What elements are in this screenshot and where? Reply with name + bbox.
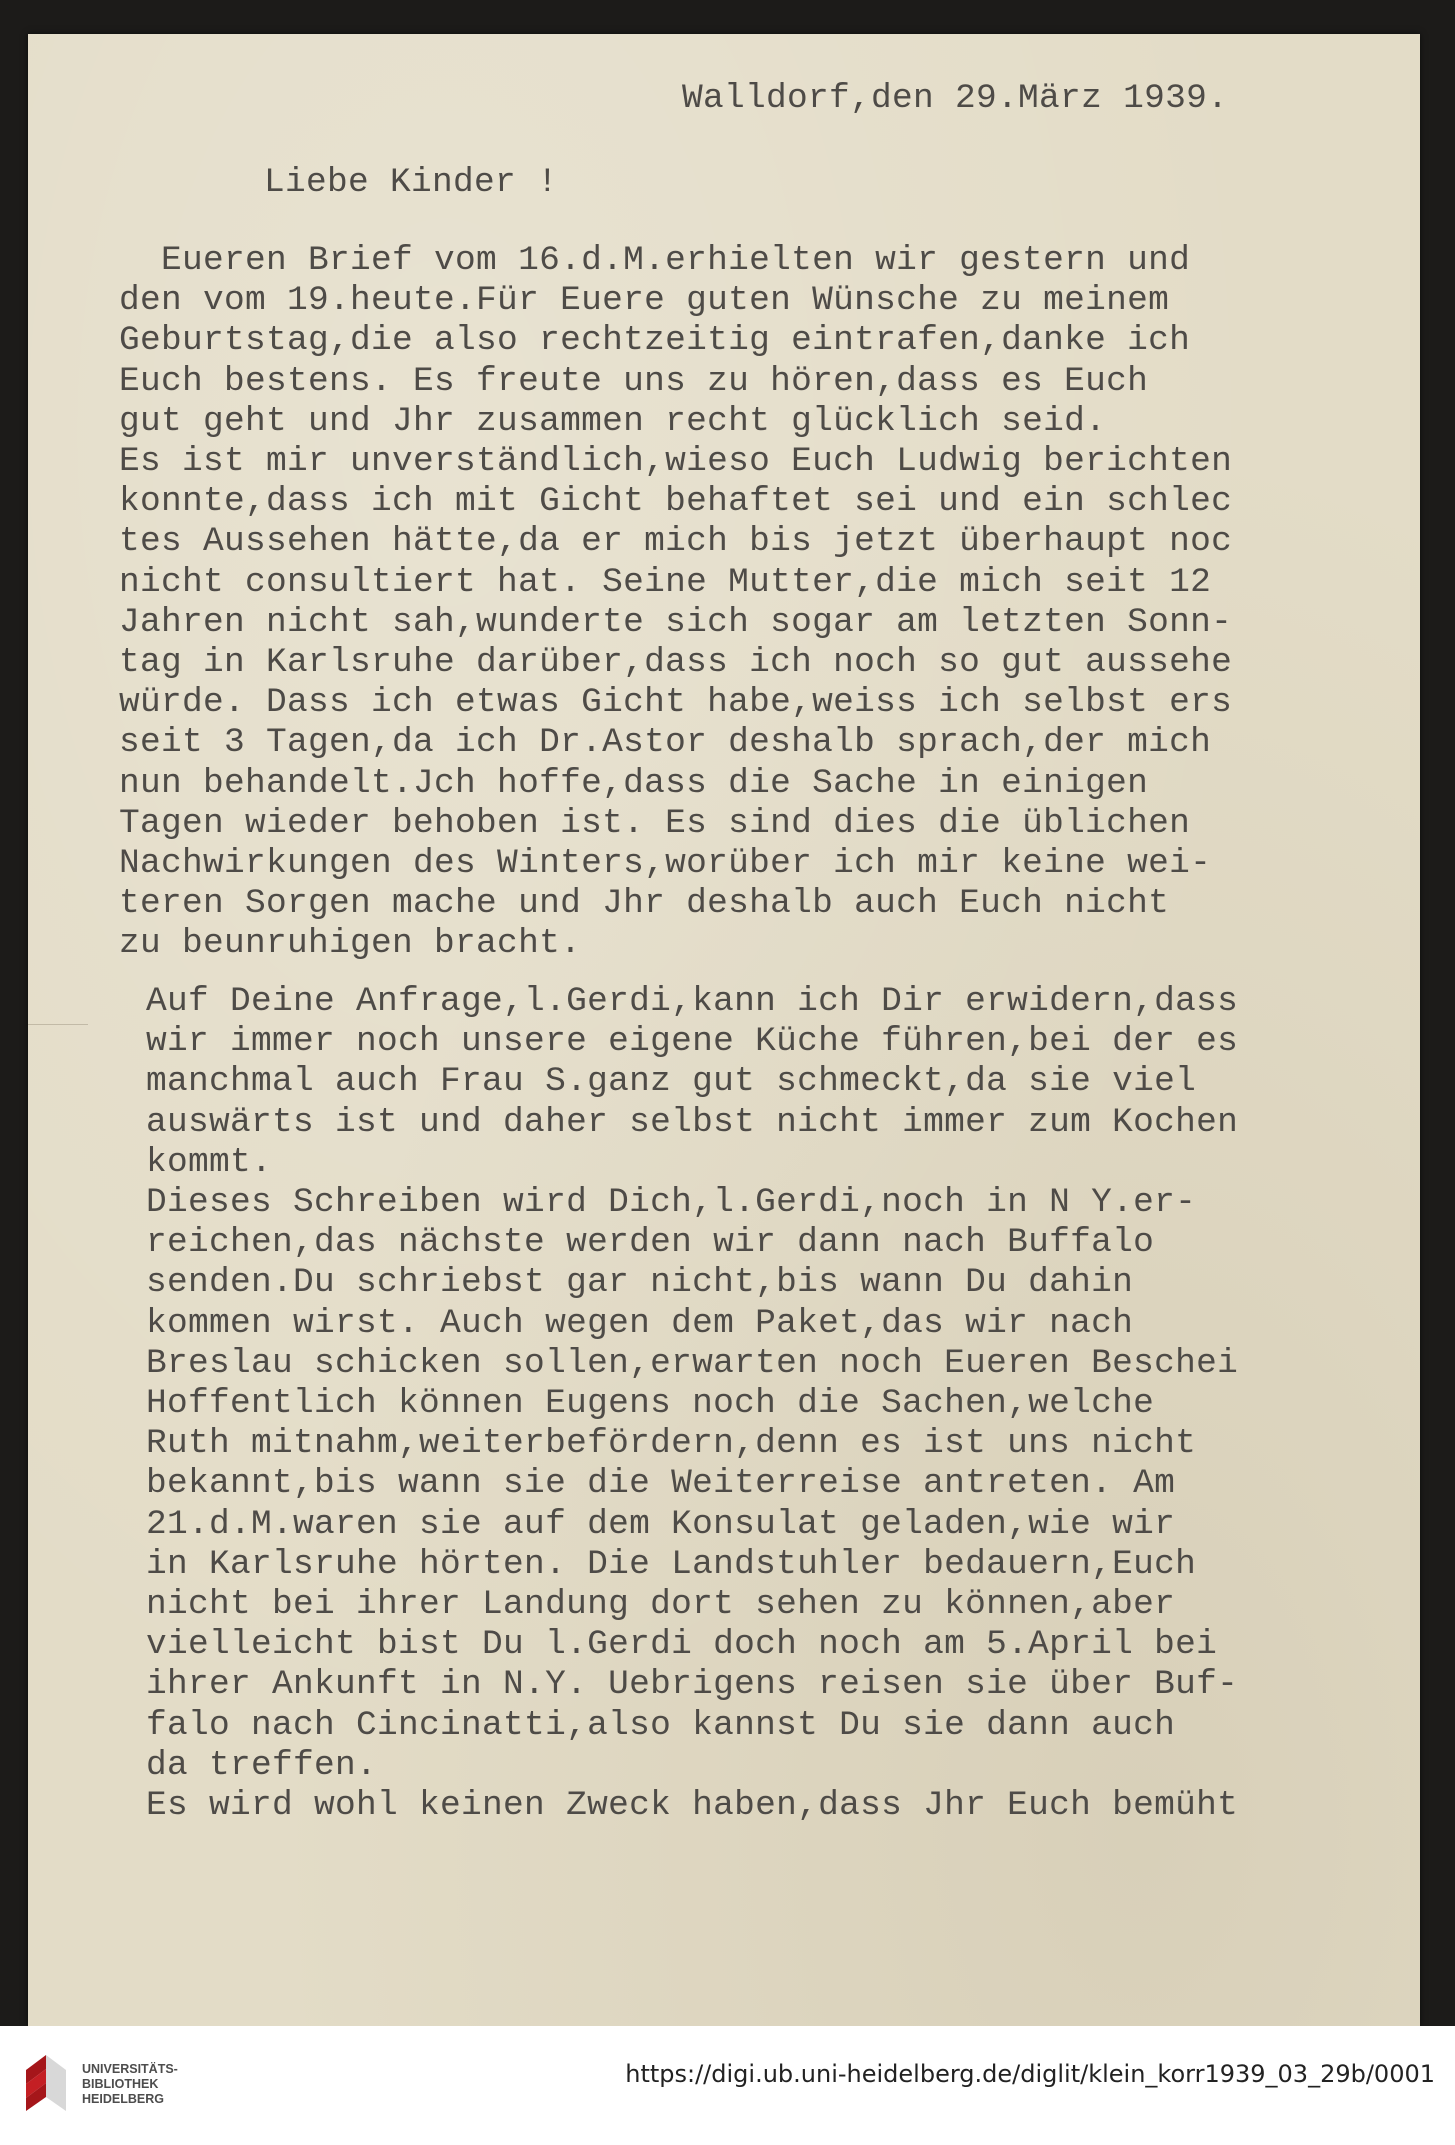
document-url-link[interactable]: https://digi.ub.uni-heidelberg.de/diglit/klein_korr1939_03_29b/0001 <box>625 2060 1435 2088</box>
letter-body-part2: Auf Deine Anfrage,l.Gerdi,kann ich Dir erwidern,dass wir immer noch unsere eigene Küche führen,bei der es manchmal auch Frau S.ganz gut schmeckt,da sie viel auswärts ist und daher selbst nicht immer zum Kochen kommt. Dieses Schreiben wird Dich,l.Gerdi,noch in N Y.er- reichen,das nächste werden wir dann nach Buffalo senden.Du schriebst gar nicht,bis wann Du dahin kommen wirst. Auch wegen dem Paket,das wir nach Breslau schicken sollen,erwarten noch Eueren Beschei Hoffentlich können Eugens noch die Sachen,welche Ruth mitnahm,weiterbefördern,denn es ist uns nicht bekannt,bis wann sie die Weiterreise antreten. Am 21.d.M.waren sie auf dem Konsulat geladen,wie wir in Karlsruhe hörten. Die Landstuhler bedauern,Euch nicht bei ihrer Landung dort sehen zu können,aber vielleicht bist Du l.Gerdi doch noch am 5.April bei ihrer Ankunft in N.Y. Uebrigens reisen sie über Buf- falo nach Cincinatti,also kannst Du sie dann auch da treffen. Es wird wohl keinen Zweck haben,dass Jhr Euch bemüht <box>146 982 1239 1826</box>
university-library-logo-icon <box>20 2052 72 2114</box>
paper-fold <box>28 1024 88 1065</box>
library-footer <box>0 2026 1455 2145</box>
letter-salutation: Liebe Kinder ! <box>264 163 559 202</box>
library-name-line-3: HEIDELBERG <box>82 2092 164 2106</box>
letter-date: Walldorf,den 29.März 1939. <box>682 79 1229 118</box>
library-name-line-1: UNIVERSITÄTS- <box>82 2062 178 2076</box>
library-name <box>82 2062 178 2107</box>
library-name-line-2: BIBLIOTHEK <box>82 2077 159 2091</box>
letter-page <box>28 34 1420 2026</box>
letter-body-part1: Eueren Brief vom 16.d.M.erhielten wir gestern und den vom 19.heute.Für Euere guten Wünsche zu meinem Geburtstag,die also rechtzeitig eintrafen,danke ich Euch bestens. Es freute uns zu hören,dass es Euch gut geht und Jhr zusammen recht glücklich seid. Es ist mir unverständlich,wieso Euch Ludwig berichten konnte,dass ich mit Gicht behaftet sei und ein schlec tes Aussehen hätte,da er mich bis jetzt überhaupt noc nicht consultiert hat. Seine Mutter,die mich seit 12 Jahren nicht sah,wunderte sich sogar am letzten Sonn- tag in Karlsruhe darüber,dass ich noch so gut aussehe würde. Dass ich etwas Gicht habe,weiss ich selbst ers seit 3 Tagen,da ich Dr.Astor deshalb sprach,der mich nun behandelt.Jch hoffe,dass die Sache in einigen Tagen wieder behoben ist. Es sind dies die üblichen Nachwirkungen des Winters,worüber ich mir keine wei- teren Sorgen mache und Jhr deshalb auch Euch nicht zu beunruhigen bracht. <box>119 241 1233 964</box>
